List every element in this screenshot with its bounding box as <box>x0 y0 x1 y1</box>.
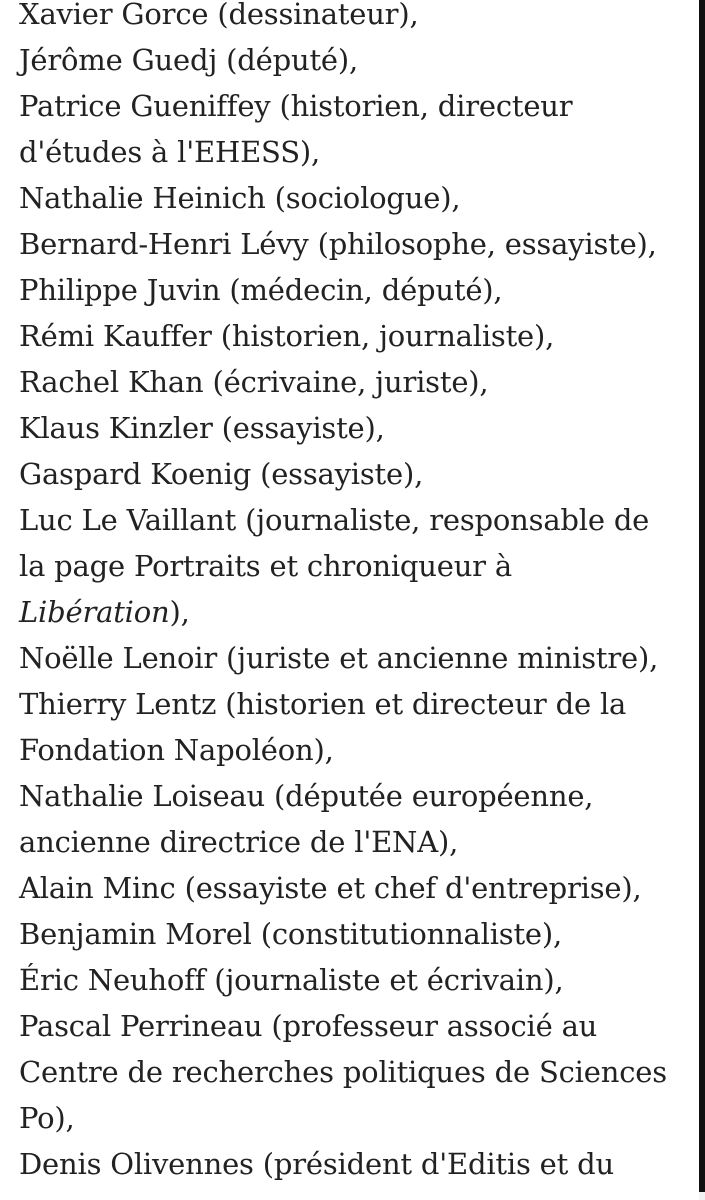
signatory-khan: Rachel Khan (écrivaine, juriste), <box>19 365 489 399</box>
signatory-perrineau-line-3: Po), <box>19 1101 75 1135</box>
signatory-koenig: Gaspard Koenig (essayiste), <box>19 457 424 491</box>
signatory-levy: Bernard-Henri Lévy (philosophe, essayiste), <box>19 227 657 261</box>
signatory-loiseau-line-2: ancienne directrice de l'ENA), <box>19 825 459 859</box>
publication-name: Libération <box>19 595 170 629</box>
signatory-lenoir: Noëlle Lenoir (juriste et ancienne ministre), <box>19 641 659 675</box>
signatory-perrineau-line-2: Centre de recherches politiques de Sciences <box>19 1055 667 1089</box>
signatory-olivennes: Denis Olivennes (président d'Editis et du <box>19 1147 614 1181</box>
bottom-fade <box>0 1188 705 1200</box>
signatory-neuhoff: Éric Neuhoff (journaliste et écrivain), <box>19 963 564 997</box>
signatory-morel: Benjamin Morel (constitutionnaliste), <box>19 917 563 951</box>
signatory-perrineau-line-1: Pascal Perrineau (professeur associé au <box>19 1009 598 1043</box>
signatory-kinzler: Klaus Kinzler (essayiste), <box>19 411 385 445</box>
signatory-lentz-line-2: Fondation Napoléon), <box>19 733 334 767</box>
signatories-list <box>19 0 699 1187</box>
signatory-le-vaillant-line-2: la page Portraits et chroniqueur à <box>19 549 512 583</box>
signatory-juvin: Philippe Juvin (médecin, député), <box>19 273 503 307</box>
signatory-heinich: Nathalie Heinich (sociologue), <box>19 181 461 215</box>
scrollbar-thumb[interactable] <box>699 0 705 1192</box>
signatory-minc: Alain Minc (essayiste et chef d'entreprise), <box>19 871 642 905</box>
signatory-le-vaillant-suffix: ), <box>169 595 190 629</box>
signatory-le-vaillant-line-3 <box>19 589 699 635</box>
signatory-gueniffey-line-1: Patrice Gueniffey (historien, directeur <box>19 89 573 123</box>
signatory-lentz-line-1: Thierry Lentz (historien et directeur de la <box>19 687 627 721</box>
signatory-le-vaillant-line-1: Luc Le Vaillant (journaliste, responsable de <box>19 503 650 537</box>
signatory-kauffer: Rémi Kauffer (historien, journaliste), <box>19 319 555 353</box>
signatory-guedj: Jérôme Guedj (député), <box>19 43 358 77</box>
signatory-gorce: Xavier Gorce (dessinateur), <box>19 0 419 31</box>
signatory-gueniffey-line-2: d'études à l'EHESS), <box>19 135 320 169</box>
signatory-loiseau-line-1: Nathalie Loiseau (députée européenne, <box>19 779 594 813</box>
